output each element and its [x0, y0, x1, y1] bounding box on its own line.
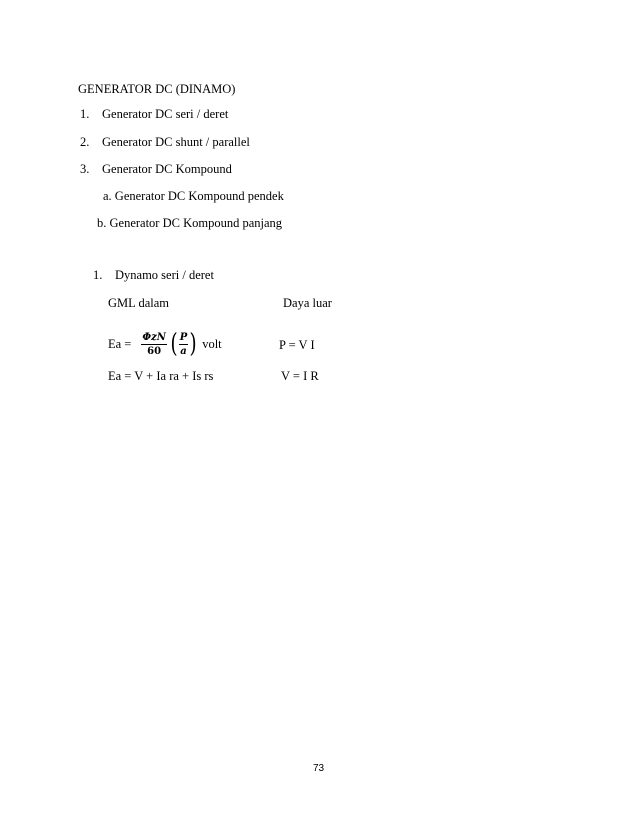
- paren-open: (: [170, 329, 178, 359]
- sublist-item: b. Generator DC Kompound panjang: [97, 216, 283, 230]
- section-number: 1.: [93, 268, 103, 282]
- fraction-bar: [141, 344, 167, 345]
- power-equation: P = V I: [279, 338, 315, 352]
- fraction-denominator: 60: [147, 345, 162, 357]
- list-item-number: 2.: [80, 135, 90, 149]
- paren-fraction-bar: [179, 344, 188, 345]
- ea-equation-2: Ea = V + Ia ra + Is rs: [108, 369, 214, 383]
- voltage-equation: V = I R: [281, 369, 319, 383]
- section-heading: [93, 268, 214, 282]
- list-item: [80, 135, 250, 149]
- list-item-number: 3.: [80, 162, 90, 176]
- ea-formula: [108, 330, 222, 358]
- page-heading: GENERATOR DC (DINAMO): [78, 82, 236, 96]
- col-left-label: GML dalam: [108, 296, 169, 310]
- formula-fraction: [141, 332, 167, 357]
- list-item: [80, 107, 228, 121]
- formula-paren-group: [169, 331, 198, 357]
- sublist-item: a. Generator DC Kompound pendek: [103, 189, 284, 203]
- paren-fraction: [179, 332, 188, 357]
- col-right-label: Daya luar: [283, 296, 332, 310]
- paren-numerator: P: [179, 331, 188, 343]
- list-item-number: 1.: [80, 107, 90, 121]
- paren-denominator: a: [180, 345, 187, 357]
- section-title: Dynamo seri / deret: [115, 268, 214, 282]
- paren-close: ): [189, 329, 197, 359]
- ea-prefix: Ea =: [108, 336, 132, 351]
- list-item-text: Generator DC shunt / parallel: [102, 135, 250, 149]
- list-item-text: Generator DC seri / deret: [102, 107, 229, 121]
- list-item-text: Generator DC Kompound: [102, 162, 232, 176]
- list-item: [80, 162, 232, 176]
- fraction-numerator: ΦzN: [142, 331, 166, 343]
- page-number: 73: [313, 763, 325, 774]
- ea-unit: volt: [202, 336, 222, 351]
